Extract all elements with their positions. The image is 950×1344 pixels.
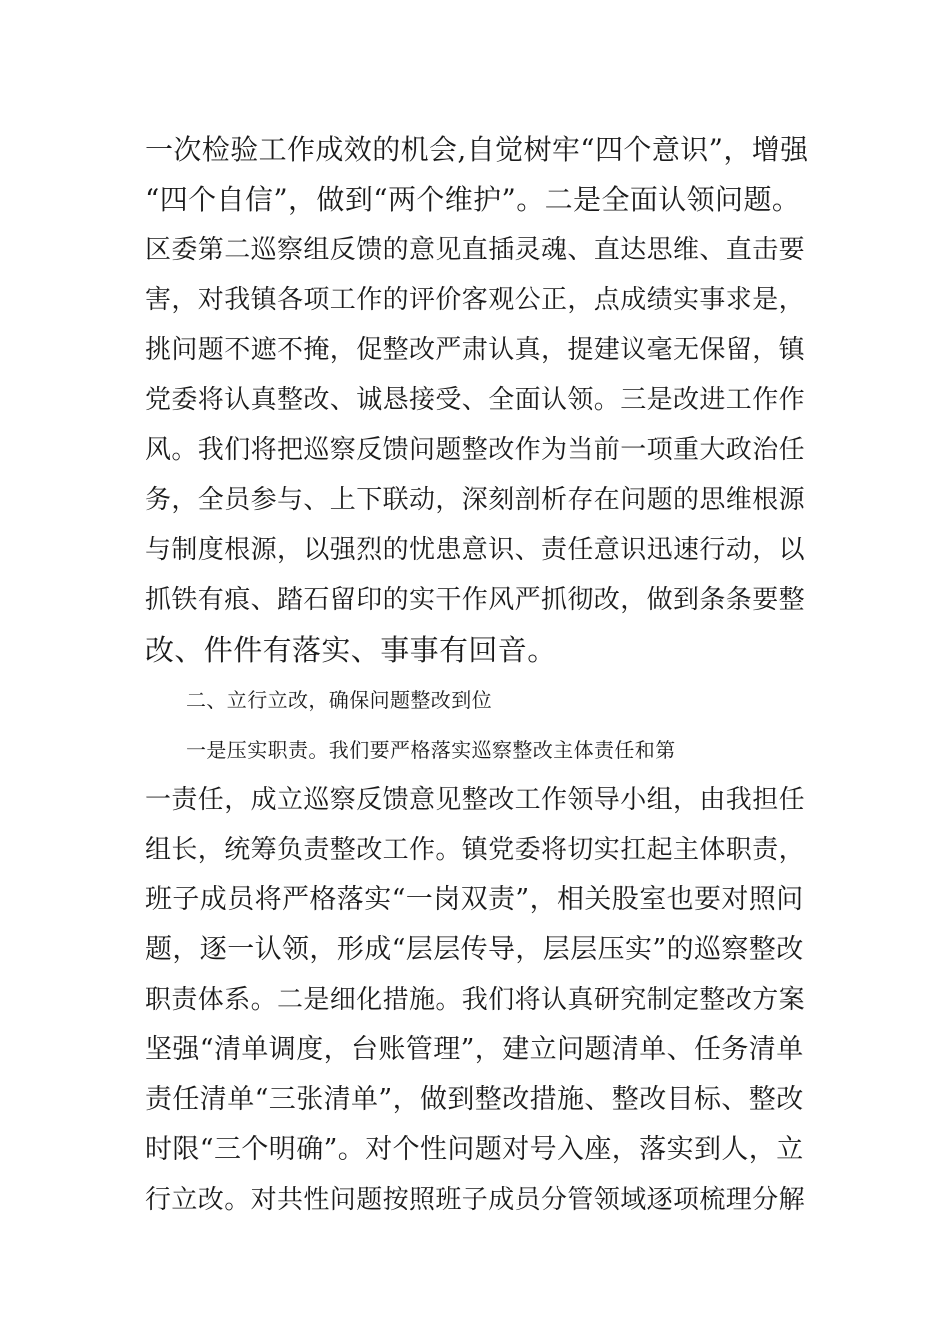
paragraph-line: 一次检验工作成效的机会,自觉树牢“四个意识”，增强 xyxy=(145,133,809,166)
paragraph-line: 与制度根源，以强烈的忧患意识、责任意识迅速行动，以 xyxy=(145,535,806,565)
paragraph-line: 行立改。对共性问题按照班子成员分管领域逐项梳理分解 xyxy=(145,1185,806,1215)
paragraph-line: 时限“三个明确”。对个性问题对号入座，落实到人，立 xyxy=(145,1134,804,1165)
paragraph-line: “四个自信”，做到“两个维护”。二是全面认领问题。 xyxy=(145,183,801,216)
section-heading: 二、立行立改，确保问题整改到位 xyxy=(186,688,492,712)
paragraph-line: 风。我们将把巡察反馈问题整改作为当前一项重大政治任 xyxy=(145,435,806,465)
paragraph-line: 一是压实职责。我们要严格落实巡察整改主体责任和第 xyxy=(186,738,676,762)
paragraph-line: 坚强“清单调度，台账管理”，建立问题清单、任务清单 xyxy=(145,1034,804,1065)
paragraph-line: 改、件件有落实、事事有回音。 xyxy=(145,633,557,667)
paragraph-line: 党委将认真整改、诚恳接受、全面认领。三是改进工作作 xyxy=(145,385,806,415)
paragraph-line: 一责任，成立巡察反馈意见整改工作领导小组，由我担任 xyxy=(145,785,806,815)
paragraph-line: 责任清单“三张清单”，做到整改措施、整改目标、整改 xyxy=(145,1084,804,1115)
paragraph-line: 职责体系。二是细化措施。我们将认真研究制定整改方案 xyxy=(145,985,806,1015)
paragraph-line: 班子成员将严格落实“一岗双责”，相关股室也要对照问 xyxy=(145,884,804,915)
paragraph-line: 题，逐一认领，形成“层层传导，层层压实”的巡察整改 xyxy=(145,934,804,965)
paragraph-line: 害，对我镇各项工作的评价客观公正，点成绩实事求是， xyxy=(145,285,806,315)
paragraph-line: 务，全员参与、上下联动，深刻剖析存在问题的思维根源 xyxy=(145,485,806,515)
paragraph-line: 组长，统筹负责整改工作。镇党委将切实扛起主体职责， xyxy=(145,835,806,865)
paragraph-line: 区委第二巡察组反馈的意见直插灵魂、直达思维、直击要 xyxy=(145,235,806,265)
paragraph-line: 挑问题不遮不掩，促整改严肃认真，提建议毫无保留，镇 xyxy=(145,335,806,365)
paragraph-line: 抓铁有痕、踏石留印的实干作风严抓彻改，做到条条要整 xyxy=(145,585,806,615)
